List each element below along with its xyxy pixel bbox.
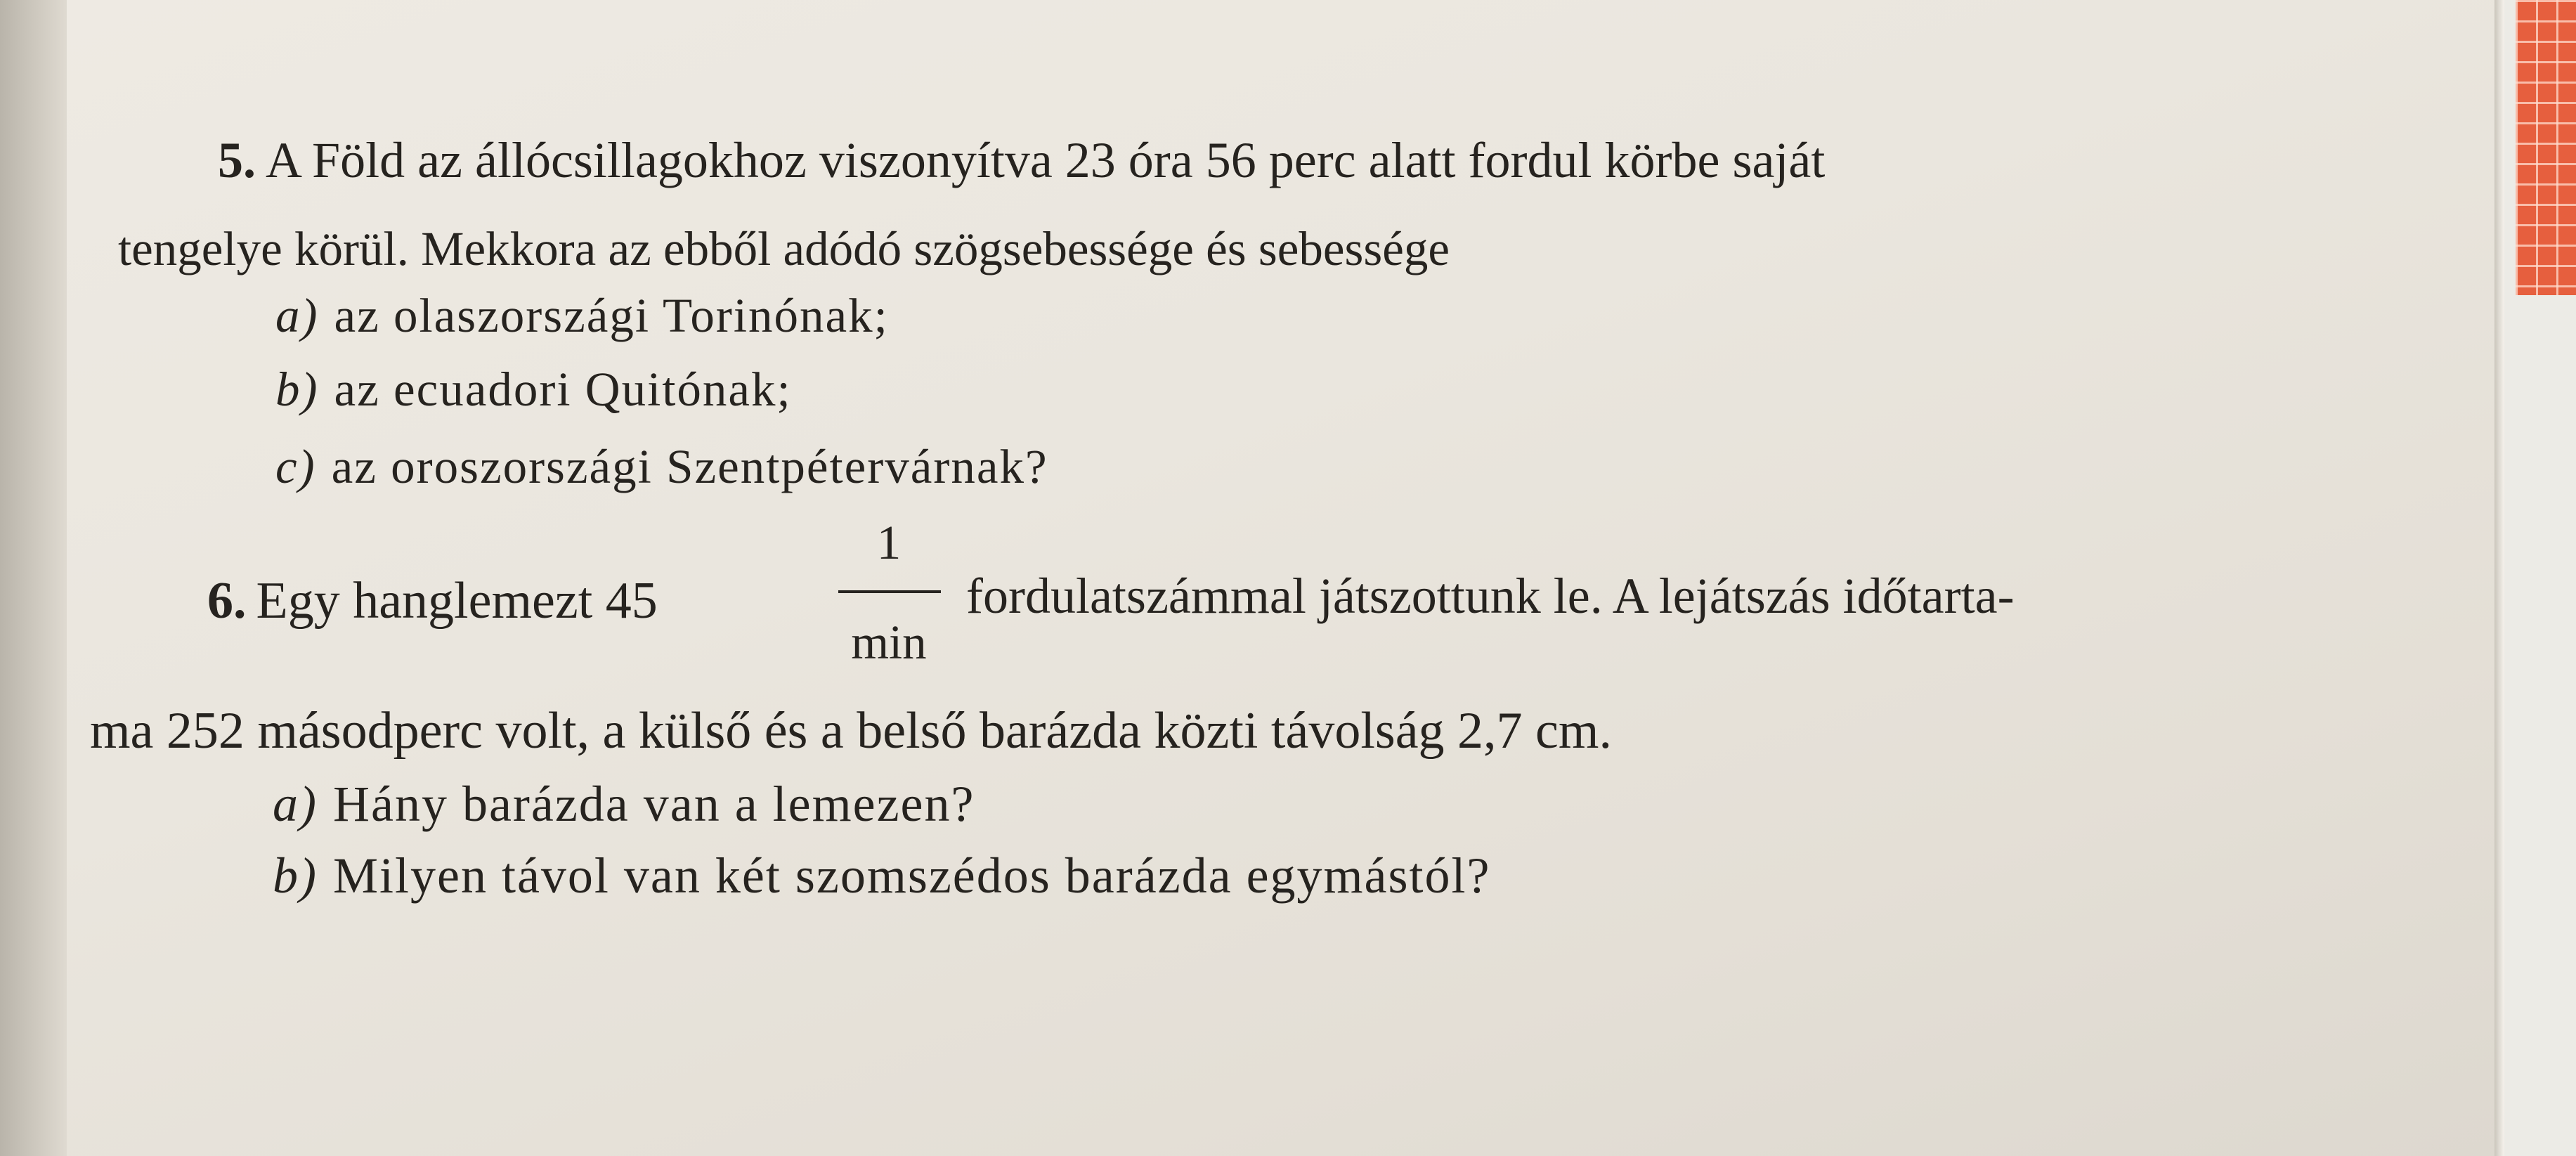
problem-5-text-2: tengelye körül. Mekkora az ebből adódó szögsebessége és sebessége [118, 222, 1450, 275]
problem-6-item-b-text: Milyen távol van két szomszédos barázda egymástól? [332, 847, 1491, 904]
problem-5-line-1 [218, 132, 1826, 188]
problem-5-item-b-text: az ecuadori Quitónak; [334, 363, 792, 416]
fraction-denominator: min [851, 616, 927, 669]
problem-6-item-a-text: Hány barázda van a lemezen? [332, 776, 975, 832]
problem-6-item-a-letter: a) [273, 776, 318, 832]
problem-5-line-2 [118, 222, 1450, 275]
book-binding-shadow [0, 0, 70, 1156]
problem-5-item-c [275, 440, 1048, 493]
fraction-numerator: 1 [876, 516, 902, 569]
problem-5-item-a-letter: a) [275, 289, 319, 342]
page-edge [2494, 0, 2504, 1156]
problem-6-text-2: ma 252 másodperc volt, a külső és a belső barázda közti távolság 2,7 cm. [90, 702, 1612, 760]
problem-6-item-a [273, 776, 975, 832]
problem-5-item-c-text: az oroszországi Szentpétervárnak? [331, 440, 1048, 493]
fraction-bar [838, 590, 941, 593]
problem-6-item-b-letter: b) [273, 847, 318, 904]
problem-5-number: 5. [218, 132, 256, 188]
problem-6-item-b [273, 847, 1491, 904]
problem-6-line-2 [90, 702, 1612, 760]
problem-6-number: 6. [207, 572, 247, 630]
problem-6-text-1-before: Egy hanglemezt 45 [256, 572, 658, 630]
problem-5-item-a [275, 289, 889, 342]
problem-6-line-1-start [207, 572, 658, 630]
problem-5-text-1: A Föld az állócsillagokhoz viszonyítva 23 óra 56 perc alatt fordul körbe saját [266, 132, 1826, 188]
problem-5-item-b-letter: b) [275, 363, 319, 416]
problem-6-line-1-end [966, 568, 2015, 624]
problem-5-item-a-text: az olaszországi Torinónak; [334, 289, 889, 342]
problem-6-text-1-after: fordulatszámmal játszottunk le. A lejátszás időtarta- [966, 568, 2015, 624]
orange-grid-notepad [2516, 0, 2576, 295]
problem-5-item-c-letter: c) [275, 440, 316, 493]
problem-5-item-b [275, 365, 792, 414]
